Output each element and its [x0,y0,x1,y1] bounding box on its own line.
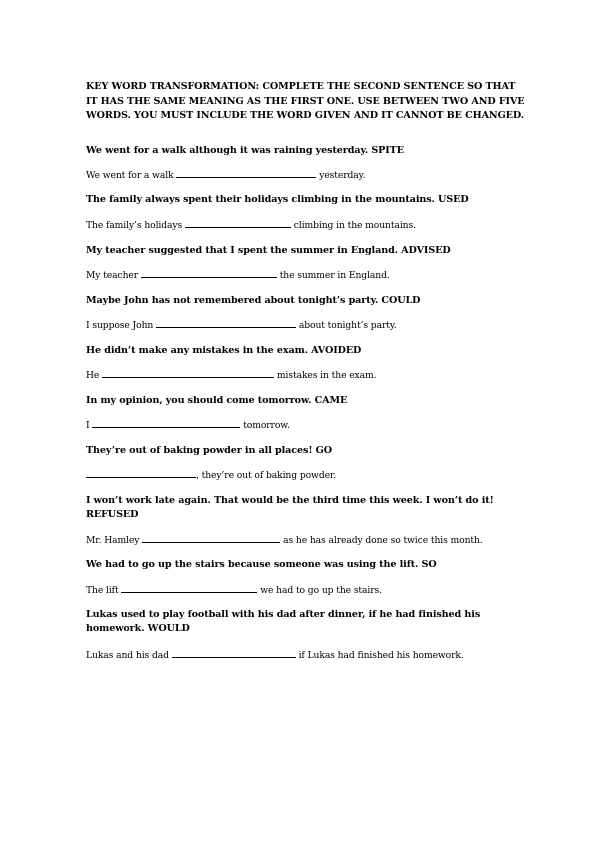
answer-9-prefix: The lift [86,585,119,596]
question-2: The family always spent their holidays climbing in the mountains. USED [86,194,469,205]
answer-line-2 [86,218,526,233]
question-9: We had to go up the stairs because someone was using the lift. SO [86,559,437,570]
answer-5-suffix: mistakes in the exam. [276,370,377,381]
answer-4-suffix: about tonight’s party. [298,320,397,331]
answer-7-suffix: , they’re out of baking powder. [196,470,337,481]
answer-3-suffix: the summer in England. [279,270,390,281]
answer-3-blank[interactable] [141,268,277,278]
answer-4-blank[interactable] [156,318,296,328]
answer-9-blank[interactable] [121,583,257,593]
question-6: In my opinion, you should come tomorrow. CAME [86,395,348,406]
answer-10-suffix: if Lukas had finished his homework. [298,650,464,661]
answer-1-prefix: We went for a walk [86,170,174,181]
question-5: He didn’t make any mistakes in the exam. AVOIDED [86,345,362,356]
question-4: Maybe John has not remembered about tonight’s party. COULD [86,295,421,306]
answer-10-blank[interactable] [172,648,296,658]
answer-line-10 [86,648,526,663]
answer-8-prefix: Mr. Hamley [86,535,140,546]
answer-6-blank[interactable] [92,418,240,428]
question-1: We went for a walk although it was raining yesterday. SPITE [86,145,404,156]
question-3: My teacher suggested that I spent the summer in England. ADVISED [86,245,451,256]
worksheet-title: KEY WORD TRANSFORMATION: COMPLETE THE SECOND SENTENCE SO THAT IT HAS THE SAME MEANING AS THE FIRST ONE. USE BETWEEN TWO AND FIVE WORDS. YOU MUST INCLUDE THE WORD GIVEN AND IT CANNOT BE CHANGED. [86,81,525,121]
answer-4-prefix: I suppose John [86,320,154,331]
answer-line-8 [86,533,526,548]
answer-line-3 [86,268,526,283]
answer-5-blank[interactable] [102,368,274,378]
question-7: They’re out of baking powder in all places! GO [86,445,333,456]
answer-6-prefix: I [86,420,90,431]
answer-9-suffix: we had to go up the stairs. [260,585,382,596]
answer-5-prefix: He [86,370,100,381]
answer-6-suffix: tomorrow. [243,420,290,431]
answer-line-9 [86,583,526,598]
answer-line-1 [86,168,526,183]
answer-7-blank[interactable] [86,468,196,478]
answer-line-4 [86,318,526,333]
answer-2-suffix: climbing in the mountains. [293,220,416,231]
answer-1-suffix: yesterday. [319,170,366,181]
answer-line-6 [86,418,526,433]
answer-3-prefix: My teacher [86,270,139,281]
answer-8-suffix: as he has already done so twice this month. [283,535,483,546]
answer-line-7 [86,468,526,483]
answer-line-5 [86,368,526,383]
answer-10-prefix: Lukas and his dad [86,650,169,661]
question-8: I won’t work late again. That would be the third time this week. I won’t do it! REFUSED [86,495,494,520]
answer-1-blank[interactable] [176,168,316,178]
answer-8-blank[interactable] [142,533,280,543]
question-10: Lukas used to play football with his dad after dinner, if he had finished his homework. WOULD [86,609,481,634]
answer-2-blank[interactable] [185,218,291,228]
answer-2-prefix: The family’s holidays [86,220,183,231]
